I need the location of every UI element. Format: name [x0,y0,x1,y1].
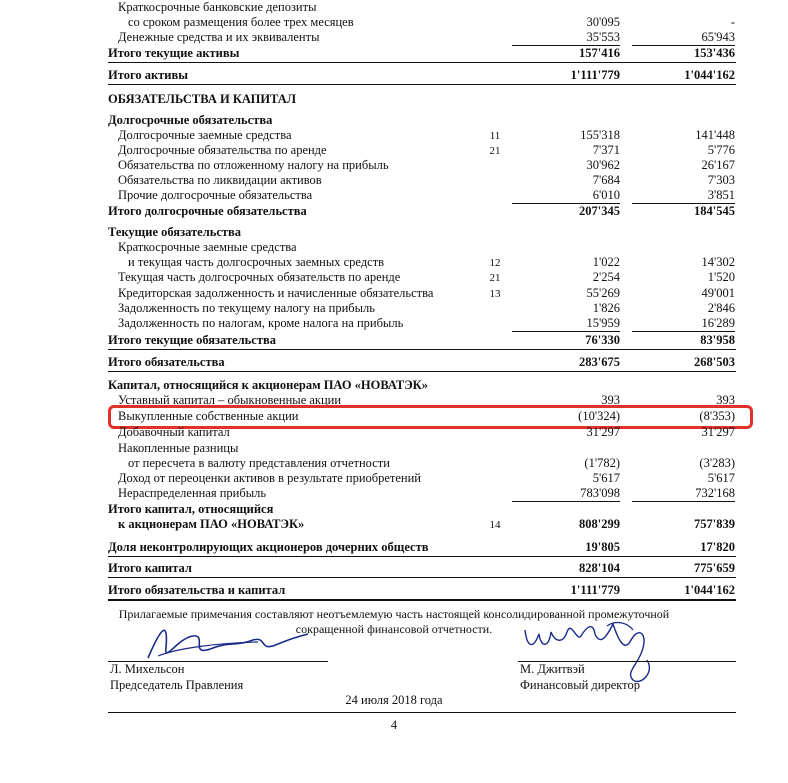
table-row [0,240,788,255]
value-current: 55'269 [586,286,620,300]
value-prior: (8'353) [699,409,735,423]
row-label: Прочие долгосрочные обязательства [118,188,313,202]
value-prior: 1'044'162 [684,68,735,82]
note-ref: 21 [489,272,501,284]
value-current: 35'553 [586,30,620,44]
note-ref: 11 [489,130,501,142]
table-row [0,30,788,45]
row-label: Кредиторская задолженность и начисленные обязательства [118,286,434,300]
signer-name: М. Джитвэй [520,662,585,676]
table-row [0,143,788,158]
divider [108,556,736,557]
row-label: Долгосрочные обязательства [108,113,273,127]
signer-name: Л. Михельсон [110,662,185,676]
value-current: 828'104 [579,561,620,575]
footer-note: Прилагаемые примечания составляют неотъемлемую часть настоящей консолидированной промежуточной [118,607,670,621]
value-prior: 3'851 [707,188,735,202]
value-current: 1'111'779 [570,583,620,597]
row-label: Долгосрочные обязательства по аренде [118,143,327,157]
value-current: 1'022 [592,255,620,269]
value-prior: 83'958 [700,333,735,347]
row-label: Выкупленные собственные акции [118,409,299,423]
table-row [0,425,788,440]
row-label: Добавочный капитал [118,425,230,439]
divider [108,371,736,372]
row-label: Обязательства по ликвидации активов [118,173,322,187]
value-prior: 5'776 [707,143,735,157]
divider [108,712,736,713]
row-label: Итого текущие обязательства [108,333,276,347]
row-label: Нераспределенная прибыль [118,486,267,500]
value-current: 207'345 [579,204,620,218]
value-prior: 775'659 [694,561,735,575]
row-label: Задолженность по налогам, кроме налога на прибыль [118,316,404,330]
value-current: 15'959 [586,316,620,330]
row-label: Краткосрочные заемные средства [118,240,297,254]
value-current: 155'318 [580,128,620,142]
row-label: Итого капитал, относящийся [108,502,274,516]
signer-title: Финансовый директор [520,678,640,692]
row-label: Итого обязательства [108,355,225,369]
value-prior: 1'044'162 [684,583,735,597]
table-row [0,15,788,30]
table-row [0,561,788,576]
value-current: 808'299 [579,517,620,531]
statement-date: 24 июля 2018 года [345,693,443,707]
value-prior: 49'001 [701,286,735,300]
table-row [0,583,788,598]
row-label: ОБЯЗАТЕЛЬСТВА И КАПИТАЛ [108,92,297,106]
table-row [0,286,788,301]
value-prior: 31'297 [701,425,735,439]
divider [108,84,736,85]
value-prior: 14'302 [701,255,735,269]
note-ref: 21 [489,145,501,157]
table-row [0,0,788,15]
table-row [0,333,788,348]
value-prior: 7'303 [707,173,735,187]
value-prior: 1'520 [707,270,735,284]
value-prior: 268'503 [694,355,735,369]
table-row [0,540,788,555]
table-row [0,316,788,331]
value-prior: 65'943 [701,30,735,44]
row-label: и текущая часть долгосрочных заемных средств [128,255,385,269]
section-heading [0,378,788,393]
value-current: 31'297 [586,425,620,439]
value-prior: 153'436 [694,46,735,60]
table-row [0,471,788,486]
value-current: 76'330 [585,333,620,347]
note-ref: 12 [489,257,501,269]
divider [108,599,736,601]
value-current: 393 [601,393,620,407]
table-row [0,502,788,517]
value-current: 30'962 [586,158,620,172]
table-row [0,270,788,285]
note-ref: 13 [489,288,501,300]
row-label: Текущая часть долгосрочных обязательств по аренде [118,270,401,284]
value-prior: 17'820 [700,540,735,554]
table-row [0,456,788,471]
divider [108,577,736,578]
value-prior: 757'839 [694,517,735,531]
divider [632,331,735,332]
value-prior: 184'545 [694,204,735,218]
row-label: Доля неконтролирующих акционеров дочерних обществ [108,540,429,554]
section-heading [0,225,788,240]
value-current: (10'324) [578,409,620,423]
value-prior: 141'448 [695,128,735,142]
row-label: Итого текущие активы [108,46,240,60]
row-label: Текущие обязательства [108,225,242,239]
page-number: 4 [390,718,398,732]
section-heading [0,113,788,128]
table-row [0,255,788,270]
value-current: 7'371 [592,143,620,157]
divider [108,349,736,350]
value-prior: 732'168 [695,486,735,500]
row-label: со сроком размещения более трех месяцев [128,15,354,29]
value-prior: 393 [716,393,735,407]
footer-note: сокращенной финансовой отчетности. [295,622,493,636]
divider [512,331,620,332]
section-heading [0,92,788,107]
row-label: Доход от переоценки активов в результате приобретений [118,471,421,485]
table-row [0,204,788,219]
table-row [0,68,788,83]
table-row [0,188,788,203]
value-current: 157'416 [579,46,620,60]
divider [108,62,736,63]
row-label: от пересчета в валюту представления отчетности [128,456,390,470]
row-label: Денежные средства и их эквиваленты [118,30,320,44]
table-row [0,173,788,188]
row-label: Накопленные разницы [118,441,239,455]
table-row [0,441,788,456]
value-prior: 2'846 [707,301,735,315]
row-label: Итого обязательства и капитал [108,583,286,597]
value-current: 5'617 [592,471,620,485]
table-row [0,46,788,61]
row-label: Капитал, относящийся к акционерам ПАО «НОВАТЭК» [108,378,428,392]
value-current: (1'782) [584,456,620,470]
row-label: Итого капитал [108,561,192,575]
row-label: к акционерам ПАО «НОВАТЭК» [118,517,305,531]
row-label: Итого долгосрочные обязательства [108,204,307,218]
value-current: 1'826 [592,301,620,315]
row-label: Обязательства по отложенному налогу на прибыль [118,158,389,172]
table-row [0,158,788,173]
value-current: 6'010 [592,188,620,202]
value-current: 7'684 [592,173,620,187]
row-label: Итого активы [108,68,188,82]
row-label: Долгосрочные заемные средства [118,128,292,142]
row-label: Уставный капитал – обыкновенные акции [118,393,342,407]
note-ref: 14 [489,519,501,531]
value-prior: 26'167 [701,158,735,172]
table-row [0,517,788,532]
value-current: 19'805 [585,540,620,554]
table-row [0,301,788,316]
row-label: Краткосрочные банковские депозиты [118,0,317,14]
signer-title: Председатель Правления [110,678,244,692]
value-current: 283'675 [579,355,620,369]
table-row [0,128,788,143]
value-current: 2'254 [592,270,620,284]
value-prior: - [730,15,735,29]
value-current: 1'111'779 [570,68,620,82]
value-current: 30'095 [586,15,620,29]
value-prior: 5'617 [707,471,735,485]
row-label: Задолженность по текущему налогу на прибыль [118,301,375,315]
table-row [0,486,788,501]
value-prior: (3'283) [699,456,735,470]
table-row [0,355,788,370]
value-prior: 16'289 [701,316,735,330]
value-current: 783'098 [580,486,620,500]
